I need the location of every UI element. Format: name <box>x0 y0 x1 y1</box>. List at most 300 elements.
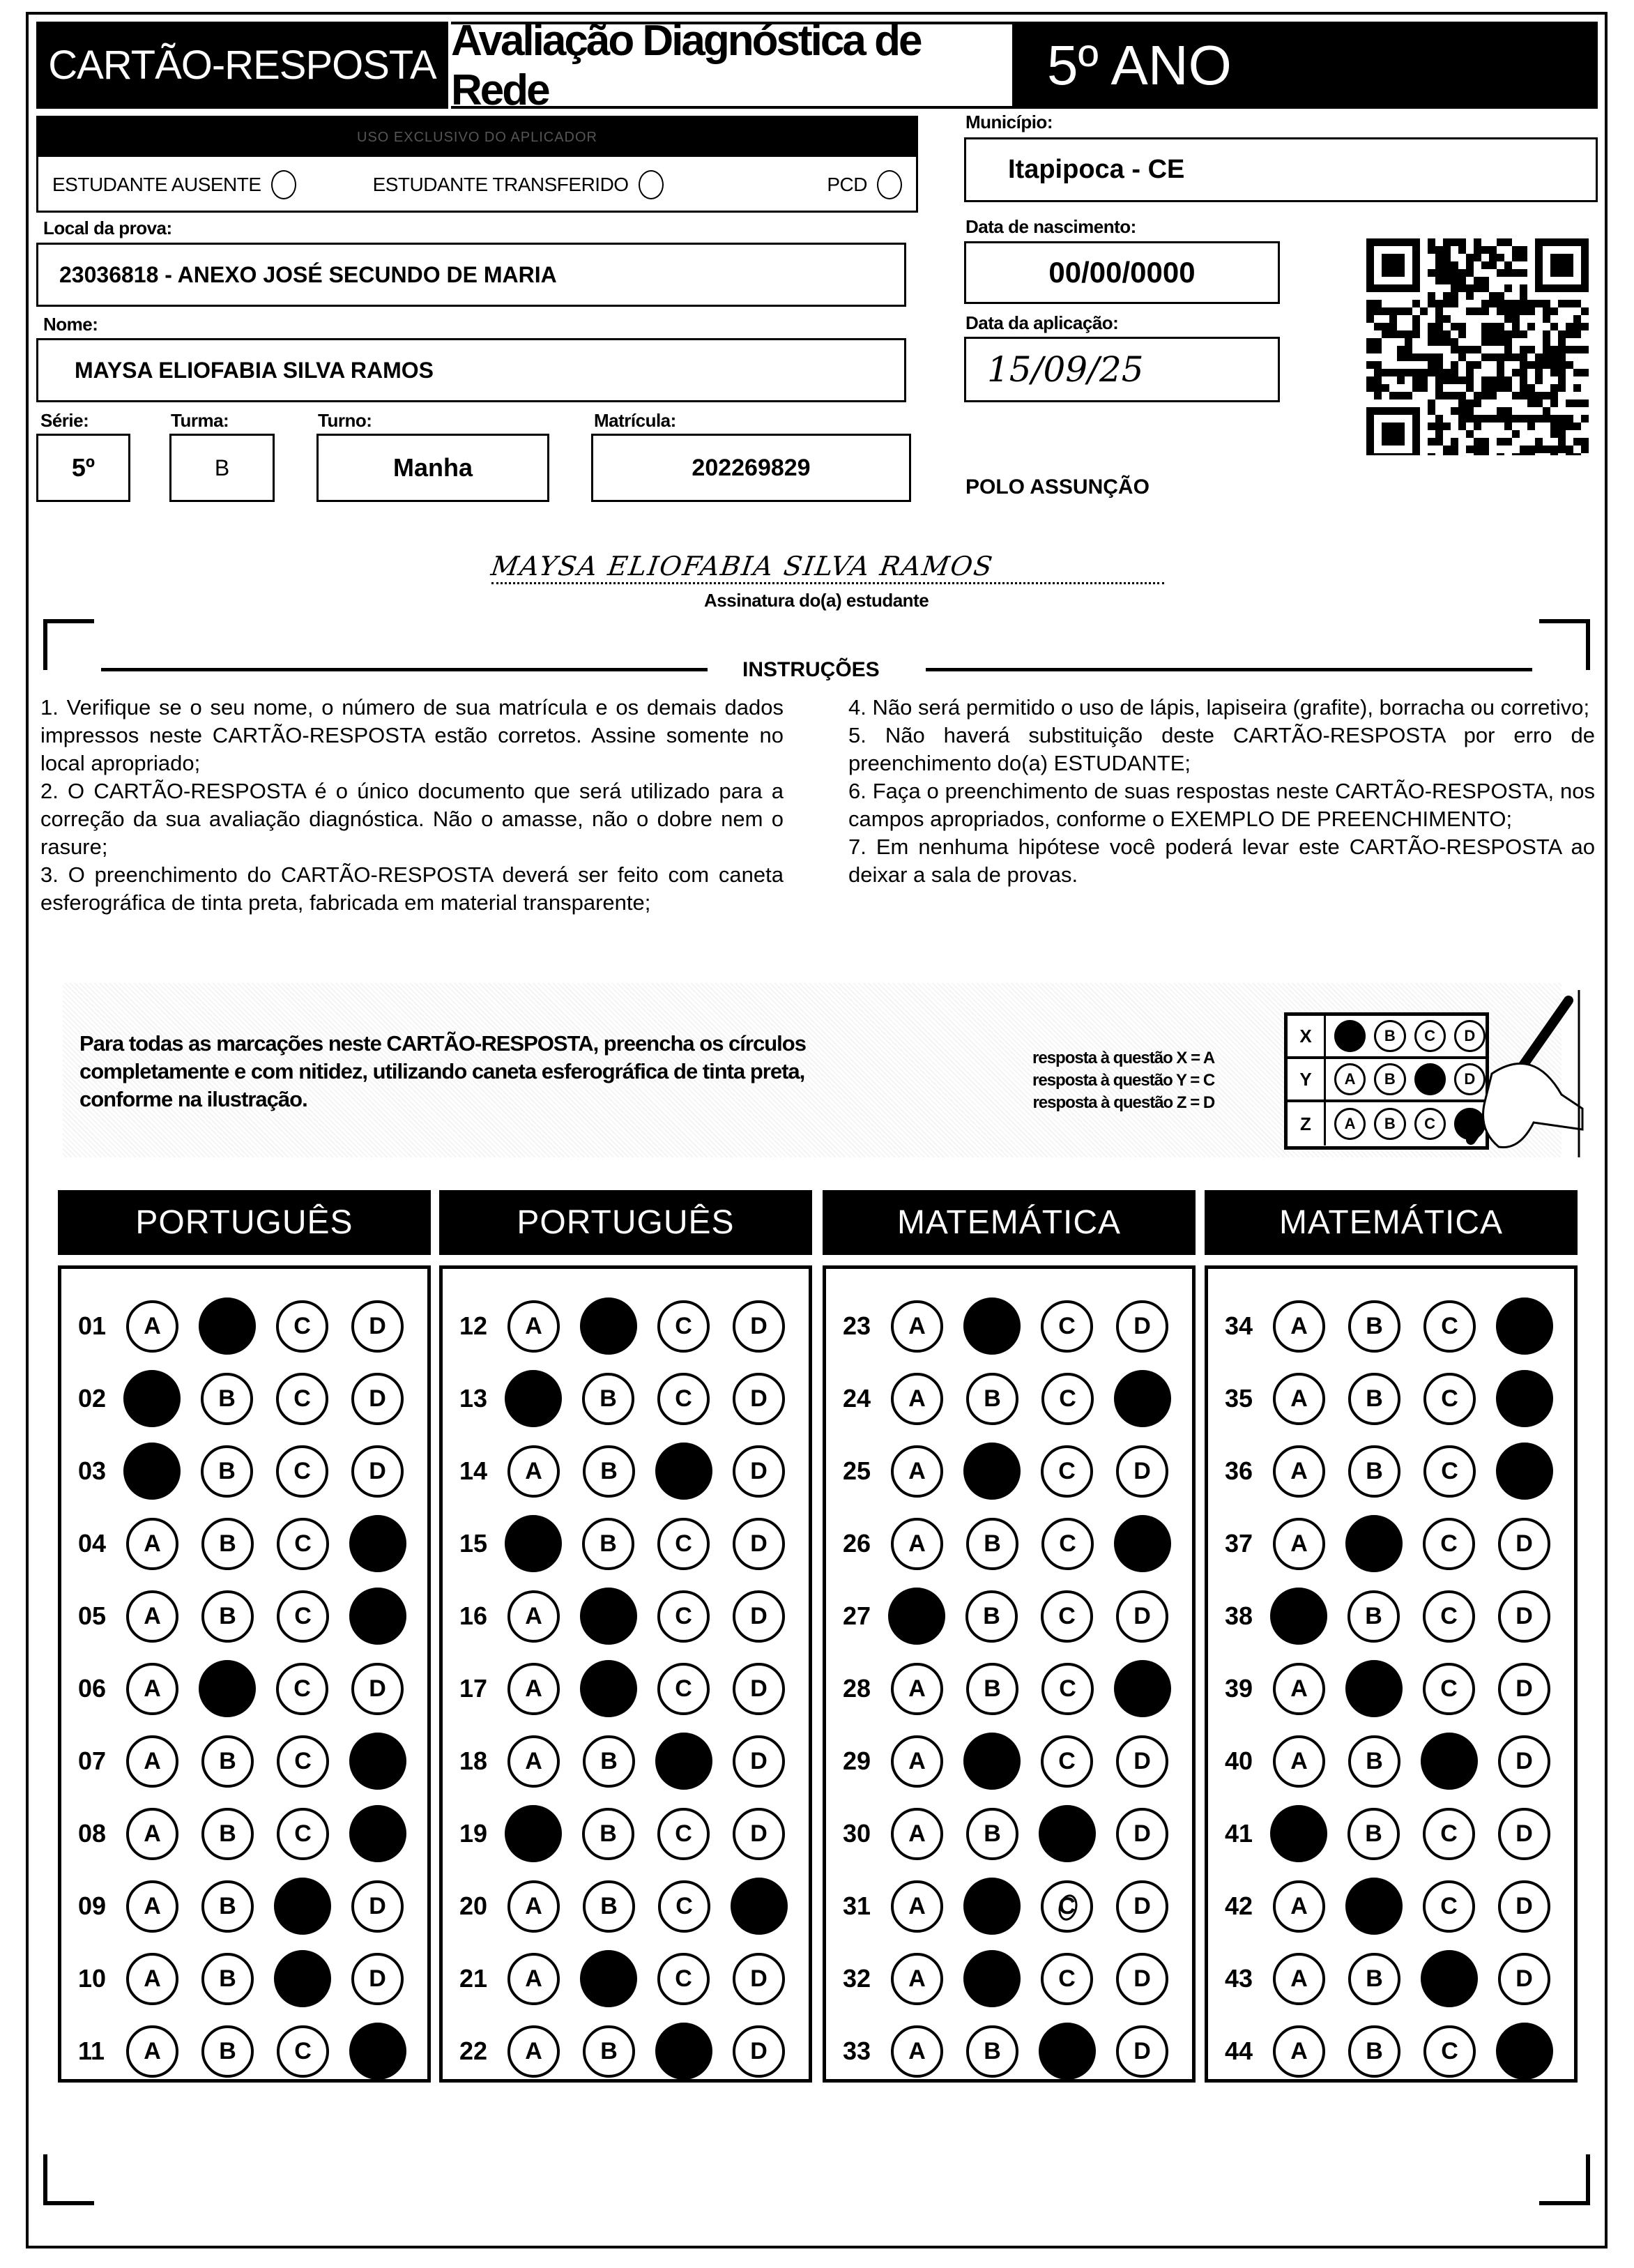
instructions-title: INSTRUÇÕES <box>742 658 880 681</box>
bubble-letter: B <box>984 1820 1001 1847</box>
answer-bubble[interactable] <box>582 1373 634 1425</box>
answer-bubble[interactable] <box>1423 1808 1475 1860</box>
example-bubble: C <box>1414 1020 1446 1052</box>
bubble-letter: B <box>600 1820 617 1847</box>
answer-bubble[interactable] <box>201 1590 254 1643</box>
answer-bubble[interactable] <box>351 1445 404 1498</box>
answer-bubble[interactable] <box>351 1373 404 1425</box>
answer-bubble[interactable] <box>1041 1373 1094 1425</box>
answer-bubble-filled[interactable] <box>1421 1733 1478 1790</box>
answer-bubble[interactable] <box>891 1445 943 1498</box>
answer-bubble[interactable] <box>657 1808 710 1860</box>
answer-bubble-filled[interactable] <box>1270 1588 1327 1645</box>
answer-bubble[interactable] <box>1498 1518 1550 1570</box>
answer-bubble[interactable] <box>277 1590 329 1643</box>
answer-bubble[interactable] <box>1273 1300 1325 1353</box>
question-row <box>443 1507 809 1580</box>
bubble-letter: A <box>908 1385 926 1412</box>
example-bubble: A <box>1334 1063 1366 1095</box>
bubble-letter: B <box>600 1385 617 1412</box>
answer-bubble-filled[interactable] <box>1114 1370 1171 1427</box>
answer-bubble-filled[interactable] <box>123 1443 181 1500</box>
bubble-letter: D <box>1515 1965 1533 1992</box>
answer-bubble[interactable] <box>507 1663 560 1715</box>
legend-line: resposta à questão Z = D <box>1032 1093 1215 1112</box>
answer-bubble-filled[interactable] <box>731 1878 788 1935</box>
answer-bubble-filled[interactable] <box>963 1878 1021 1935</box>
question-number: 02 <box>78 1384 107 1413</box>
bubble-letter: D <box>1133 1457 1151 1484</box>
answer-bubble-filled[interactable] <box>963 1297 1021 1355</box>
answer-bubble[interactable] <box>1423 1518 1475 1570</box>
question-number: 34 <box>1225 1311 1253 1340</box>
answer-bubble-filled[interactable] <box>199 1297 256 1355</box>
answer-bubble[interactable] <box>733 1663 785 1715</box>
answer-bubble[interactable] <box>277 1735 329 1788</box>
subject-header: MATEMÁTICA <box>823 1190 1196 1255</box>
answer-bubble[interactable] <box>277 2025 329 2078</box>
matricula-label: Matrícula: <box>594 410 676 431</box>
answer-bubble[interactable] <box>1347 1590 1400 1643</box>
subject-header: MATEMÁTICA <box>1205 1190 1578 1255</box>
answer-bubble-filled[interactable] <box>274 1878 331 1935</box>
transferred-bubble[interactable] <box>639 170 664 199</box>
answer-bubble[interactable] <box>733 1735 785 1788</box>
answer-bubble-filled[interactable] <box>963 1950 1021 2007</box>
bubble-letter: A <box>144 1892 161 1919</box>
bubble-letter: C <box>1441 1457 1458 1484</box>
transferred-label: ESTUDANTE TRANSFERIDO <box>372 174 629 195</box>
instructions-right <box>848 694 1595 889</box>
answer-bubble[interactable] <box>126 1590 178 1643</box>
answer-bubble[interactable] <box>657 1953 710 2005</box>
example-bubble <box>1334 1020 1366 1052</box>
pcd-bubble[interactable] <box>877 170 902 199</box>
answer-bubble[interactable] <box>1348 1735 1400 1788</box>
answer-bubble[interactable] <box>201 1953 254 2005</box>
answer-bubble[interactable] <box>1273 2025 1325 2078</box>
answer-bubble[interactable] <box>201 1880 254 1933</box>
answer-bubble[interactable] <box>657 1518 710 1570</box>
question-number: 39 <box>1225 1674 1253 1703</box>
answer-bubble[interactable] <box>891 1373 943 1425</box>
answer-bubble[interactable] <box>126 1953 178 2005</box>
bubble-letter: C <box>294 1530 312 1557</box>
answer-bubble[interactable] <box>507 1953 560 2005</box>
answer-bubble[interactable] <box>201 1373 253 1425</box>
example-row-label: X <box>1288 1016 1326 1056</box>
answer-bubble[interactable] <box>1273 1663 1325 1715</box>
answer-bubble[interactable] <box>891 2025 943 2078</box>
answer-bubble[interactable] <box>1116 1735 1168 1788</box>
bubble-letter: C <box>1440 1675 1458 1702</box>
question-number: 19 <box>459 1819 488 1848</box>
answer-bubble-filled[interactable] <box>349 2023 406 2080</box>
absent-label: ESTUDANTE AUSENTE <box>52 174 261 195</box>
answer-bubble[interactable] <box>582 1808 634 1860</box>
answer-bubble[interactable] <box>891 1663 943 1715</box>
answer-bubble[interactable] <box>657 1663 710 1715</box>
card-title: CARTÃO-RESPOSTA <box>36 22 448 109</box>
bubble-letter: B <box>1365 1820 1382 1847</box>
question-number: 10 <box>78 1964 107 1993</box>
question-row <box>61 1797 427 1870</box>
bubble-letter: A <box>525 1602 542 1629</box>
answer-bubble[interactable] <box>891 1953 943 2005</box>
bubble-letter: C <box>675 1675 692 1702</box>
local-field: 23036818 - ANEXO JOSÉ SECUNDO DE MARIA <box>36 243 906 307</box>
answer-bubble-filled[interactable] <box>349 1515 406 1572</box>
answer-bubble[interactable] <box>1498 1953 1550 2005</box>
answer-bubble[interactable] <box>1273 1373 1325 1425</box>
answer-bubble[interactable] <box>966 1373 1018 1425</box>
answer-bubble-filled[interactable] <box>580 1588 637 1645</box>
bubble-letter: C <box>1441 2037 1458 2064</box>
bubble-letter: A <box>1290 1457 1308 1484</box>
serie-label: Série: <box>40 410 89 431</box>
answer-bubble[interactable] <box>1041 1300 1093 1353</box>
answer-bubble[interactable] <box>1041 1518 1094 1570</box>
answer-bubble[interactable] <box>126 1663 178 1715</box>
answer-bubble[interactable] <box>1116 1808 1168 1860</box>
answer-bubble-filled[interactable] <box>1345 1878 1403 1935</box>
answer-block <box>1205 1265 1578 2083</box>
bubble-letter: C <box>675 1965 692 1992</box>
grade-title: 5º ANO <box>1012 22 1598 109</box>
answer-bubble[interactable] <box>1116 2025 1168 2078</box>
answer-bubble[interactable] <box>507 1300 560 1353</box>
answer-bubble[interactable] <box>1423 1880 1475 1933</box>
question-row <box>1208 1435 1574 1507</box>
serie-field: 5º <box>36 434 130 502</box>
answer-bubble[interactable] <box>733 2025 785 2078</box>
answer-bubble[interactable] <box>201 2025 254 2078</box>
answer-bubble[interactable] <box>1423 2025 1476 2078</box>
answer-bubble[interactable] <box>1116 1590 1168 1643</box>
answer-bubble[interactable] <box>1498 1880 1550 1933</box>
question-row <box>826 1362 1192 1435</box>
answer-bubble[interactable] <box>1348 1300 1400 1353</box>
answer-bubble-filled[interactable] <box>274 1950 331 2007</box>
answer-bubble[interactable] <box>1273 1953 1325 2005</box>
question-number: 08 <box>78 1819 107 1848</box>
answer-bubble-filled[interactable] <box>580 1950 637 2007</box>
answer-bubble[interactable] <box>277 1518 329 1570</box>
answer-bubble[interactable] <box>583 1880 635 1933</box>
answer-bubble[interactable] <box>1041 1663 1094 1715</box>
answer-bubble[interactable] <box>657 1300 710 1353</box>
bubble-letter: D <box>369 1675 386 1702</box>
question-row <box>61 1435 427 1507</box>
municipio-label: Município: <box>965 112 1053 132</box>
answer-bubble[interactable] <box>351 1663 404 1715</box>
bubble-letter: C <box>1058 1892 1076 1919</box>
answer-bubble-filled[interactable] <box>1039 2023 1096 2080</box>
answer-bubble-filled[interactable] <box>1496 1443 1553 1500</box>
nascimento-label: Data de nascimento: <box>965 216 1136 237</box>
answer-bubble[interactable] <box>1423 1300 1476 1353</box>
question-row <box>61 1652 427 1725</box>
answer-bubble[interactable] <box>1348 1373 1400 1425</box>
bubble-letter: B <box>1366 1312 1383 1339</box>
answer-bubble[interactable] <box>1498 1735 1550 1788</box>
answer-bubble-filled[interactable] <box>1345 1660 1403 1717</box>
answer-bubble-filled[interactable] <box>1039 1805 1096 1862</box>
instruction-item: 6. Faça o preenchimento de suas respostas neste CARTÃO-RESPOSTA, nos campos apropriados, conforme o EXEMPLO DE PREENCHIMENTO; <box>848 779 1595 831</box>
answer-bubble-filled[interactable] <box>505 1805 562 1862</box>
answer-bubble[interactable] <box>201 1445 253 1498</box>
question-number: 32 <box>843 1964 871 1993</box>
question-number: 20 <box>459 1892 488 1920</box>
bubble-letter: A <box>1290 1675 1308 1702</box>
answer-bubble-filled[interactable] <box>1270 1805 1327 1862</box>
answer-bubble-filled[interactable] <box>655 1443 712 1500</box>
answer-bubble[interactable] <box>1041 1735 1093 1788</box>
bubble-letter: A <box>144 1530 161 1557</box>
polo-label: POLO ASSUNÇÃO <box>965 475 1150 498</box>
bubble-letter: B <box>218 1457 236 1484</box>
answer-bubble-filled[interactable] <box>1496 1297 1553 1355</box>
answer-bubble-filled[interactable] <box>1114 1515 1171 1572</box>
answer-bubble-filled[interactable] <box>1496 2023 1553 2080</box>
bubble-letter: C <box>675 1385 692 1412</box>
answer-bubble[interactable] <box>733 1445 785 1498</box>
answer-bubble[interactable] <box>657 1590 710 1643</box>
example-bubble: B <box>1374 1020 1405 1052</box>
answer-bubble[interactable] <box>126 1880 178 1933</box>
answer-bubble[interactable] <box>733 1518 785 1570</box>
bubble-letter: B <box>1366 1747 1383 1774</box>
answer-bubble[interactable] <box>733 1953 785 2005</box>
answer-bubble-filled[interactable] <box>963 1733 1021 1790</box>
question-row <box>826 1652 1192 1725</box>
answer-bubble[interactable] <box>657 1373 710 1425</box>
answer-bubble[interactable] <box>351 1300 404 1353</box>
answer-bubble[interactable] <box>733 1808 785 1860</box>
answer-bubble[interactable] <box>891 1518 943 1570</box>
question-row <box>61 1725 427 1797</box>
bubble-letter: A <box>908 1530 926 1557</box>
answer-bubble-filled[interactable] <box>349 1805 406 1862</box>
answer-bubble-filled[interactable] <box>655 2023 712 2080</box>
answer-bubble[interactable] <box>1041 1880 1093 1933</box>
answer-bubble[interactable] <box>966 1808 1018 1860</box>
answer-bubble[interactable] <box>126 1300 178 1353</box>
question-number: 41 <box>1225 1819 1253 1848</box>
answer-bubble[interactable] <box>1348 1953 1400 2005</box>
instructions-left <box>40 694 784 917</box>
question-number: 07 <box>78 1746 107 1775</box>
answer-bubble[interactable] <box>733 1373 785 1425</box>
bubble-letter: B <box>219 1747 236 1774</box>
answer-bubble-filled[interactable] <box>349 1733 406 1790</box>
question-number: 29 <box>843 1746 871 1775</box>
question-number: 16 <box>459 1601 488 1630</box>
answer-bubble[interactable] <box>276 1300 328 1353</box>
answer-bubble[interactable] <box>201 1735 254 1788</box>
answer-bubble[interactable] <box>1116 1880 1168 1933</box>
answer-bubble[interactable] <box>1423 1663 1475 1715</box>
absent-bubble[interactable] <box>271 170 296 199</box>
question-number: 23 <box>843 1311 871 1340</box>
answer-bubble[interactable] <box>1423 1590 1475 1643</box>
answer-bubble[interactable] <box>351 1880 404 1933</box>
answer-bubble[interactable] <box>733 1300 785 1353</box>
answer-bubble[interactable] <box>277 1808 329 1860</box>
answer-bubble-filled[interactable] <box>1114 1660 1171 1717</box>
question-row <box>61 1942 427 2015</box>
answer-bubble-filled[interactable] <box>580 1660 637 1717</box>
answer-bubble[interactable] <box>1116 1300 1168 1353</box>
answer-bubble[interactable] <box>507 1590 560 1643</box>
question-number: 38 <box>1225 1601 1253 1630</box>
question-number: 24 <box>843 1384 871 1413</box>
bubble-letter: A <box>144 1675 161 1702</box>
answer-bubble-filled[interactable] <box>963 1443 1021 1500</box>
bubble-letter: D <box>750 1457 768 1484</box>
answer-bubble-filled[interactable] <box>1496 1370 1553 1427</box>
question-number: 36 <box>1225 1456 1253 1485</box>
answer-bubble[interactable] <box>1116 1445 1168 1498</box>
answer-bubble[interactable] <box>507 1880 560 1933</box>
answer-bubble[interactable] <box>507 1445 560 1498</box>
question-row <box>1208 1797 1574 1870</box>
bubble-letter: C <box>293 1457 311 1484</box>
answer-bubble[interactable] <box>507 2025 560 2078</box>
answer-bubble[interactable] <box>126 1735 178 1788</box>
answer-bubble-filled[interactable] <box>1421 1950 1478 2007</box>
question-row <box>443 1580 809 1652</box>
answer-bubble[interactable] <box>276 1445 328 1498</box>
answer-bubble[interactable] <box>582 1518 634 1570</box>
answer-bubble-filled[interactable] <box>655 1733 712 1790</box>
bubble-letter: A <box>1290 1747 1308 1774</box>
answer-bubble[interactable] <box>507 1735 560 1788</box>
corner-mark <box>43 2154 94 2205</box>
answer-bubble[interactable] <box>1423 1445 1476 1498</box>
answer-bubble[interactable] <box>965 1590 1018 1643</box>
bubble-letter: D <box>1133 1965 1151 1992</box>
answer-bubble[interactable] <box>583 1735 635 1788</box>
answer-bubble[interactable] <box>1273 1735 1325 1788</box>
answer-bubble-filled[interactable] <box>123 1370 181 1427</box>
answer-bubble[interactable] <box>1348 1445 1400 1498</box>
answer-bubble[interactable] <box>276 1373 328 1425</box>
question-row <box>443 1652 809 1725</box>
divider <box>101 668 708 671</box>
answer-bubble[interactable] <box>966 1518 1018 1570</box>
answer-bubble[interactable] <box>1498 1808 1550 1860</box>
answer-bubble[interactable] <box>1498 1590 1550 1643</box>
question-row <box>1208 2015 1574 2087</box>
bubble-letter: C <box>675 1892 693 1919</box>
answer-bubble[interactable] <box>201 1808 254 1860</box>
corner-mark <box>43 619 94 670</box>
bubble-letter: A <box>908 2037 926 2064</box>
bubble-letter: A <box>908 1820 926 1847</box>
bubble-letter: B <box>1366 1457 1383 1484</box>
answer-bubble[interactable] <box>1348 2025 1400 2078</box>
aplicacao-field: 15/09/25 <box>964 337 1280 402</box>
bubble-letter: B <box>218 1385 236 1412</box>
bubble-letter: C <box>293 1312 311 1339</box>
turma-label: Turma: <box>171 410 229 431</box>
answer-bubble[interactable] <box>966 1663 1018 1715</box>
bubble-letter: D <box>1133 1747 1151 1774</box>
answer-bubble[interactable] <box>1498 1663 1550 1715</box>
answer-bubble[interactable] <box>891 1735 943 1788</box>
answer-bubble[interactable] <box>658 1880 710 1933</box>
bubble-letter: A <box>908 1457 926 1484</box>
answer-block <box>58 1265 431 2083</box>
turno-field: Manha <box>316 434 549 502</box>
answer-bubble-filled[interactable] <box>505 1515 562 1572</box>
instruction-item: 5. Não haverá substituição deste CARTÃO-RESPOSTA por erro de preenchimento do(a) ESTUDANTE; <box>848 723 1595 775</box>
answer-bubble-filled[interactable] <box>349 1588 406 1645</box>
answer-bubble[interactable] <box>1273 1518 1325 1570</box>
bubble-letter: D <box>750 1602 768 1629</box>
bubble-letter: C <box>294 1602 312 1629</box>
instruction-item: 1. Verifique se o seu nome, o número de sua matrícula e os demais dados impressos neste CARTÃO-RESPOSTA estão corretos. Assine somente no local apropriado; <box>40 695 784 775</box>
answer-bubble[interactable] <box>733 1590 785 1643</box>
bubble-letter: B <box>600 1747 618 1774</box>
question-row <box>826 1725 1192 1797</box>
bubble-letter: A <box>1290 1385 1308 1412</box>
answer-bubble[interactable] <box>1273 1445 1325 1498</box>
answer-bubble[interactable] <box>1041 1953 1093 2005</box>
answer-bubble-filled[interactable] <box>505 1370 562 1427</box>
bubble-letter: C <box>293 1385 311 1412</box>
answer-bubble[interactable] <box>583 2025 635 2078</box>
answer-bubble-filled[interactable] <box>199 1660 256 1717</box>
answer-bubble-filled[interactable] <box>888 1588 945 1645</box>
answer-bubble[interactable] <box>1041 1590 1093 1643</box>
pcd-label: PCD <box>827 174 867 195</box>
answer-bubble[interactable] <box>126 1518 178 1570</box>
answer-bubble[interactable] <box>891 1300 943 1353</box>
answer-bubble[interactable] <box>1116 1953 1168 2005</box>
answer-bubble[interactable] <box>891 1808 943 1860</box>
question-number: 14 <box>459 1456 488 1485</box>
example-bubble: B <box>1374 1063 1405 1095</box>
answer-bubble[interactable] <box>126 1808 178 1860</box>
answer-bubble[interactable] <box>966 2025 1018 2078</box>
question-row <box>1208 1870 1574 1942</box>
bubble-letter: A <box>525 1457 542 1484</box>
bubble-letter: A <box>908 1965 926 1992</box>
bubble-letter: D <box>1515 1530 1533 1557</box>
answer-bubble[interactable] <box>891 1880 943 1933</box>
answer-bubble-filled[interactable] <box>1345 1515 1403 1572</box>
answer-bubble[interactable] <box>1423 1373 1476 1425</box>
bubble-letter: A <box>144 1965 161 1992</box>
answer-bubble[interactable] <box>351 1953 404 2005</box>
answer-bubble[interactable] <box>1347 1808 1400 1860</box>
question-row <box>61 2015 427 2087</box>
answer-bubble[interactable] <box>201 1518 254 1570</box>
answer-bubble-filled[interactable] <box>580 1297 637 1355</box>
answer-bubble[interactable] <box>1273 1880 1325 1933</box>
bubble-letter: C <box>1059 1675 1076 1702</box>
answer-bubble[interactable] <box>1041 1445 1093 1498</box>
answer-bubble[interactable] <box>126 2025 178 2078</box>
bubble-letter: C <box>1440 1892 1458 1919</box>
bubble-letter: A <box>1290 1892 1308 1919</box>
answer-bubble[interactable] <box>276 1663 328 1715</box>
subject-header: PORTUGUÊS <box>58 1190 431 1255</box>
bubble-letter: D <box>750 1747 768 1774</box>
answer-bubble[interactable] <box>583 1445 635 1498</box>
